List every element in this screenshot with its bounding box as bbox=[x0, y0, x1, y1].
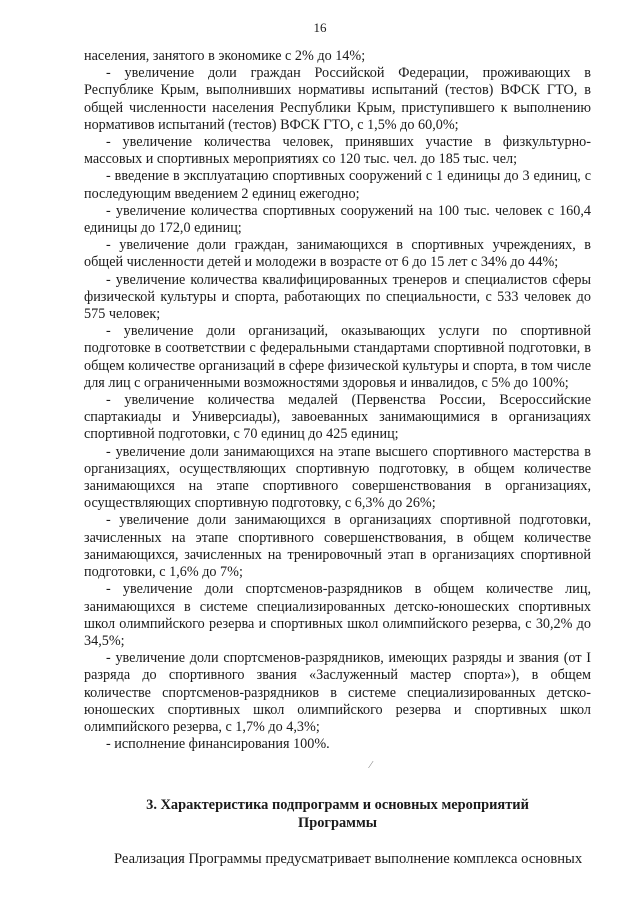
document-body bbox=[84, 48, 591, 753]
list-item-organizations-standards: - увеличение доли организаций, оказывающих услуги по спортивной подготовке в соответствии с федеральными стандартами спортивной подготовки, в общем количестве организаций в сфере физической культуры и спорта, в том числе для лиц с ограниченными возможностями здоровья и инвалидов, с 5% до 100%; bbox=[84, 323, 591, 391]
list-item-facilities-per-capita: - увеличение количества спортивных сооружений на 100 тыс. человек с 160,4 единицы до 172,0 единиц; bbox=[84, 202, 591, 237]
list-item-financing: - исполнение финансирования 100%. bbox=[106, 736, 330, 753]
list-item-ranked-athletes: - увеличение доли спортсменов-разрядников в общем количестве лиц, занимающихся в системе специализированных детско-юношеских спортивных школ олимпийского резерва и спортивных школ олимпийского резерва, с 30,2% до 34,5%; bbox=[84, 581, 591, 649]
section-intro-text: Реализация Программы предусматривает выполнение комплекса основных bbox=[114, 851, 583, 867]
section-heading bbox=[84, 796, 591, 832]
list-item-higher-mastery: - увеличение доли занимающихся на этапе высшего спортивного мастерства в организациях, осуществляющих спортивную подготовку, в общем количестве занимающихся на этапе спортивного совершенствования в организациях, осуществляющих спортивную подготовку, с 6,3% до 26%; bbox=[84, 443, 591, 512]
section-heading-line1: 3. Характеристика подпрограмм и основных мероприятий bbox=[146, 797, 529, 813]
list-item-facilities-commissioning: - введение в эксплуатацию спортивных сооружений с 1 единицы до 3 единиц, с последующим введением 2 единиц ежегодно; bbox=[84, 168, 591, 202]
page-number: 16 bbox=[313, 20, 327, 35]
list-item-medals: - увеличение количества медалей (Первенства России, Всероссийские спартакиады и Универсиады), завоеванных занимающимися в организациях спортивной подготовки, с 70 единиц до 425 единиц; bbox=[84, 392, 591, 443]
list-item-improvement-stage: - увеличение доли занимающихся в организациях спортивной подготовки, зачисленных на этапе спортивного совершенствования, в общем количестве занимающихся, зачисленных на тренировочный этап в организациях спортивной подготовки, с 1,6% до 7%; bbox=[84, 512, 591, 581]
paragraph-continuation: населения, занятого в экономике с 2% до 14%; bbox=[84, 48, 366, 64]
list-item-ranked-titles: - увеличение доли спортсменов-разрядников, имеющих разряды и звания (от I разряда до спортивного звания «Заслуженный мастер спорта»), в общем количестве спортсменов-разрядников в системе специализированных детско-юношеских спортивных школ олимпийского резерва и спортивных школ олимпийского резерва, с 1,7% до 4,3%; bbox=[84, 650, 591, 735]
list-item-youth-share: - увеличение доли граждан, занимающихся в спортивных учреждениях, в общей численности детей и молодежи в возрасте от 6 до 15 лет с 34% до 44%; bbox=[84, 237, 591, 271]
section-heading-line2: Программы bbox=[298, 815, 377, 831]
list-item-qualified-coaches: - увеличение количества квалифицированных тренеров и специалистов сферы физической культуры и спорта, работающих по специальности, с 533 человек до 575 человек; bbox=[84, 271, 591, 323]
list-item-gto-share: - увеличение доли граждан Российской Федерации, проживающих в Республике Крым, выполнивших нормативы испытаний (тестов) ВФСК ГТО, в общей численности населения Республики Крым, приступившего к выполнению нормативов испытаний (тестов) ВФСК ГТО, с 1,5% до 60,0%; bbox=[84, 65, 591, 133]
pen-mark: ⁄ bbox=[370, 760, 372, 771]
list-item-mass-events: - увеличение количества человек, принявших участие в физкультурно-массовых и спортивных мероприятиях со 120 тыс. чел. до 185 тыс. чел; bbox=[84, 134, 591, 168]
